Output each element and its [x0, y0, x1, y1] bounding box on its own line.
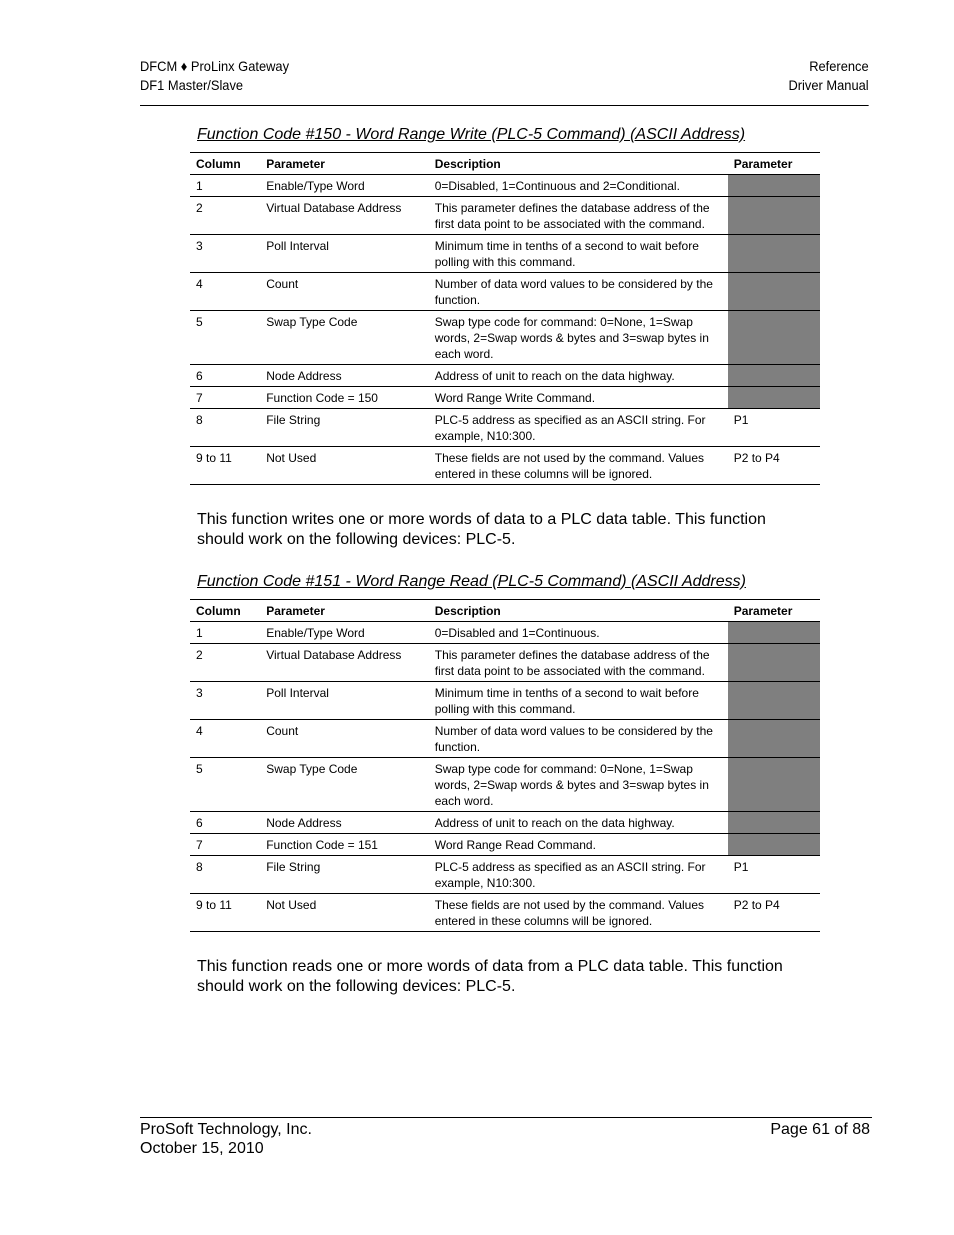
cell-parameter-value: [728, 682, 820, 720]
cell-parameter-value: P1: [728, 856, 820, 894]
cell-parameter: Node Address: [260, 365, 429, 387]
cell-parameter-value: [728, 758, 820, 812]
cell-description: PLC-5 address as specified as an ASCII string. For example, N10:300.: [429, 856, 728, 894]
cell-parameter-value: [728, 273, 820, 311]
header-column: Column: [190, 153, 260, 175]
cell-description: Address of unit to reach on the data highway.: [429, 812, 728, 834]
function-code-150-table: [190, 152, 820, 485]
cell-description: Swap type code for command: 0=None, 1=Swap words, 2=Swap words & bytes and 3=swap bytes in each word.: [429, 758, 728, 812]
cell-description: These fields are not used by the command. Values entered in these columns will be ignored.: [429, 447, 728, 485]
table-row: [190, 409, 820, 447]
cell-parameter-value: [728, 175, 820, 197]
cell-column: 5: [190, 758, 260, 812]
header-section: Reference: [809, 58, 869, 74]
cell-column: 6: [190, 812, 260, 834]
cell-description: Word Range Write Command.: [429, 387, 728, 409]
table-row: [190, 812, 820, 834]
cell-parameter: Virtual Database Address: [260, 644, 429, 682]
table-row: [190, 856, 820, 894]
cell-description: Number of data word values to be considered by the function.: [429, 720, 728, 758]
table-row: [190, 622, 820, 644]
cell-column: 4: [190, 720, 260, 758]
cell-parameter: Not Used: [260, 447, 429, 485]
footer-date: October 15, 2010: [140, 1140, 264, 1157]
cell-parameter: Node Address: [260, 812, 429, 834]
table-row: [190, 365, 820, 387]
cell-column: 9 to 11: [190, 894, 260, 932]
cell-description: This parameter defines the database address of the first data point to be associated with the command.: [429, 644, 728, 682]
table-header-row: [190, 600, 820, 622]
header-product: DFCM ♦ ProLinx Gateway: [140, 58, 290, 74]
cell-parameter: Function Code = 151: [260, 834, 429, 856]
cell-column: 4: [190, 273, 260, 311]
paragraph-write: This function writes one or more words of data to a PLC data table. This function should work on the following devices: PLC-5.: [197, 511, 766, 548]
table-row: [190, 235, 820, 273]
table2-caption: Function Code #151 - Word Range Read (PLC-5 Command) (ASCII Address): [197, 573, 746, 590]
table-header-row: [190, 153, 820, 175]
header-description: Description: [429, 153, 728, 175]
header-parameter: Parameter: [260, 153, 429, 175]
cell-description: This parameter defines the database address of the first data point to be associated with the command.: [429, 197, 728, 235]
header-driver: DF1 Master/Slave: [140, 77, 244, 93]
cell-parameter: Enable/Type Word: [260, 622, 429, 644]
cell-column: 2: [190, 197, 260, 235]
cell-parameter-value: [728, 834, 820, 856]
cell-column: 8: [190, 856, 260, 894]
cell-parameter: Virtual Database Address: [260, 197, 429, 235]
footer-company: ProSoft Technology, Inc.: [140, 1121, 312, 1138]
table-row: [190, 894, 820, 932]
footer-page-number: Page 61 of 88: [770, 1121, 870, 1138]
header-parameter: Parameter: [260, 600, 429, 622]
footer-left: [140, 1120, 312, 1158]
cell-parameter-value: [728, 311, 820, 365]
cell-column: 3: [190, 682, 260, 720]
header-manual: Driver Manual: [788, 77, 869, 93]
cell-description: Minimum time in tenths of a second to wait before polling with this command.: [429, 235, 728, 273]
cell-parameter-value: [728, 387, 820, 409]
page-header: [140, 57, 869, 106]
cell-parameter: Enable/Type Word: [260, 175, 429, 197]
cell-parameter: Swap Type Code: [260, 311, 429, 365]
cell-parameter: Swap Type Code: [260, 758, 429, 812]
cell-parameter-value: [728, 622, 820, 644]
cell-description: Minimum time in tenths of a second to wait before polling with this command.: [429, 682, 728, 720]
cell-column: 8: [190, 409, 260, 447]
cell-column: 3: [190, 235, 260, 273]
cell-column: 1: [190, 175, 260, 197]
cell-parameter: Not Used: [260, 894, 429, 932]
table1-caption: Function Code #150 - Word Range Write (PLC-5 Command) (ASCII Address): [197, 126, 746, 143]
cell-parameter-value: P2 to P4: [728, 447, 820, 485]
function-code-151-table: [190, 599, 820, 932]
table-row: [190, 387, 820, 409]
table-row: [190, 447, 820, 485]
cell-description: Swap type code for command: 0=None, 1=Swap words, 2=Swap words & bytes and 3=swap bytes in each word.: [429, 311, 728, 365]
cell-column: 2: [190, 644, 260, 682]
cell-description: Address of unit to reach on the data highway.: [429, 365, 728, 387]
table-row: [190, 197, 820, 235]
cell-description: 0=Disabled and 1=Continuous.: [429, 622, 728, 644]
cell-parameter-value: [728, 644, 820, 682]
cell-column: 7: [190, 387, 260, 409]
cell-parameter: Count: [260, 720, 429, 758]
cell-description: 0=Disabled, 1=Continuous and 2=Conditional.: [429, 175, 728, 197]
cell-description: PLC-5 address as specified as an ASCII string. For example, N10:300.: [429, 409, 728, 447]
table-row: [190, 311, 820, 365]
cell-parameter-value: [728, 720, 820, 758]
table-row: [190, 175, 820, 197]
cell-parameter: File String: [260, 409, 429, 447]
header-column: Column: [190, 600, 260, 622]
table-row: [190, 644, 820, 682]
cell-description: These fields are not used by the command. Values entered in these columns will be ignored.: [429, 894, 728, 932]
cell-parameter: Function Code = 150: [260, 387, 429, 409]
table-row: [190, 682, 820, 720]
cell-parameter-value: [728, 812, 820, 834]
cell-parameter: Poll Interval: [260, 235, 429, 273]
table-row: [190, 758, 820, 812]
header-parameter-2: Parameter: [728, 600, 820, 622]
cell-parameter: File String: [260, 856, 429, 894]
cell-description: Number of data word values to be considered by the function.: [429, 273, 728, 311]
cell-column: 6: [190, 365, 260, 387]
cell-description: Word Range Read Command.: [429, 834, 728, 856]
cell-column: 9 to 11: [190, 447, 260, 485]
cell-parameter-value: P1: [728, 409, 820, 447]
header-description: Description: [429, 600, 728, 622]
cell-column: 7: [190, 834, 260, 856]
table-row: [190, 720, 820, 758]
cell-parameter-value: [728, 365, 820, 387]
cell-column: 5: [190, 311, 260, 365]
header-parameter-2: Parameter: [728, 153, 820, 175]
header-right: [788, 57, 868, 95]
header-left: [140, 57, 289, 95]
table-row: [190, 834, 820, 856]
cell-parameter-value: P2 to P4: [728, 894, 820, 932]
cell-column: 1: [190, 622, 260, 644]
cell-parameter-value: [728, 235, 820, 273]
paragraph-read: This function reads one or more words of data from a PLC data table. This function should work on the following devices: PLC-5.: [197, 958, 783, 995]
cell-parameter: Poll Interval: [260, 682, 429, 720]
cell-parameter-value: [728, 197, 820, 235]
cell-parameter: Count: [260, 273, 429, 311]
footer-divider: [140, 1117, 872, 1118]
table-row: [190, 273, 820, 311]
